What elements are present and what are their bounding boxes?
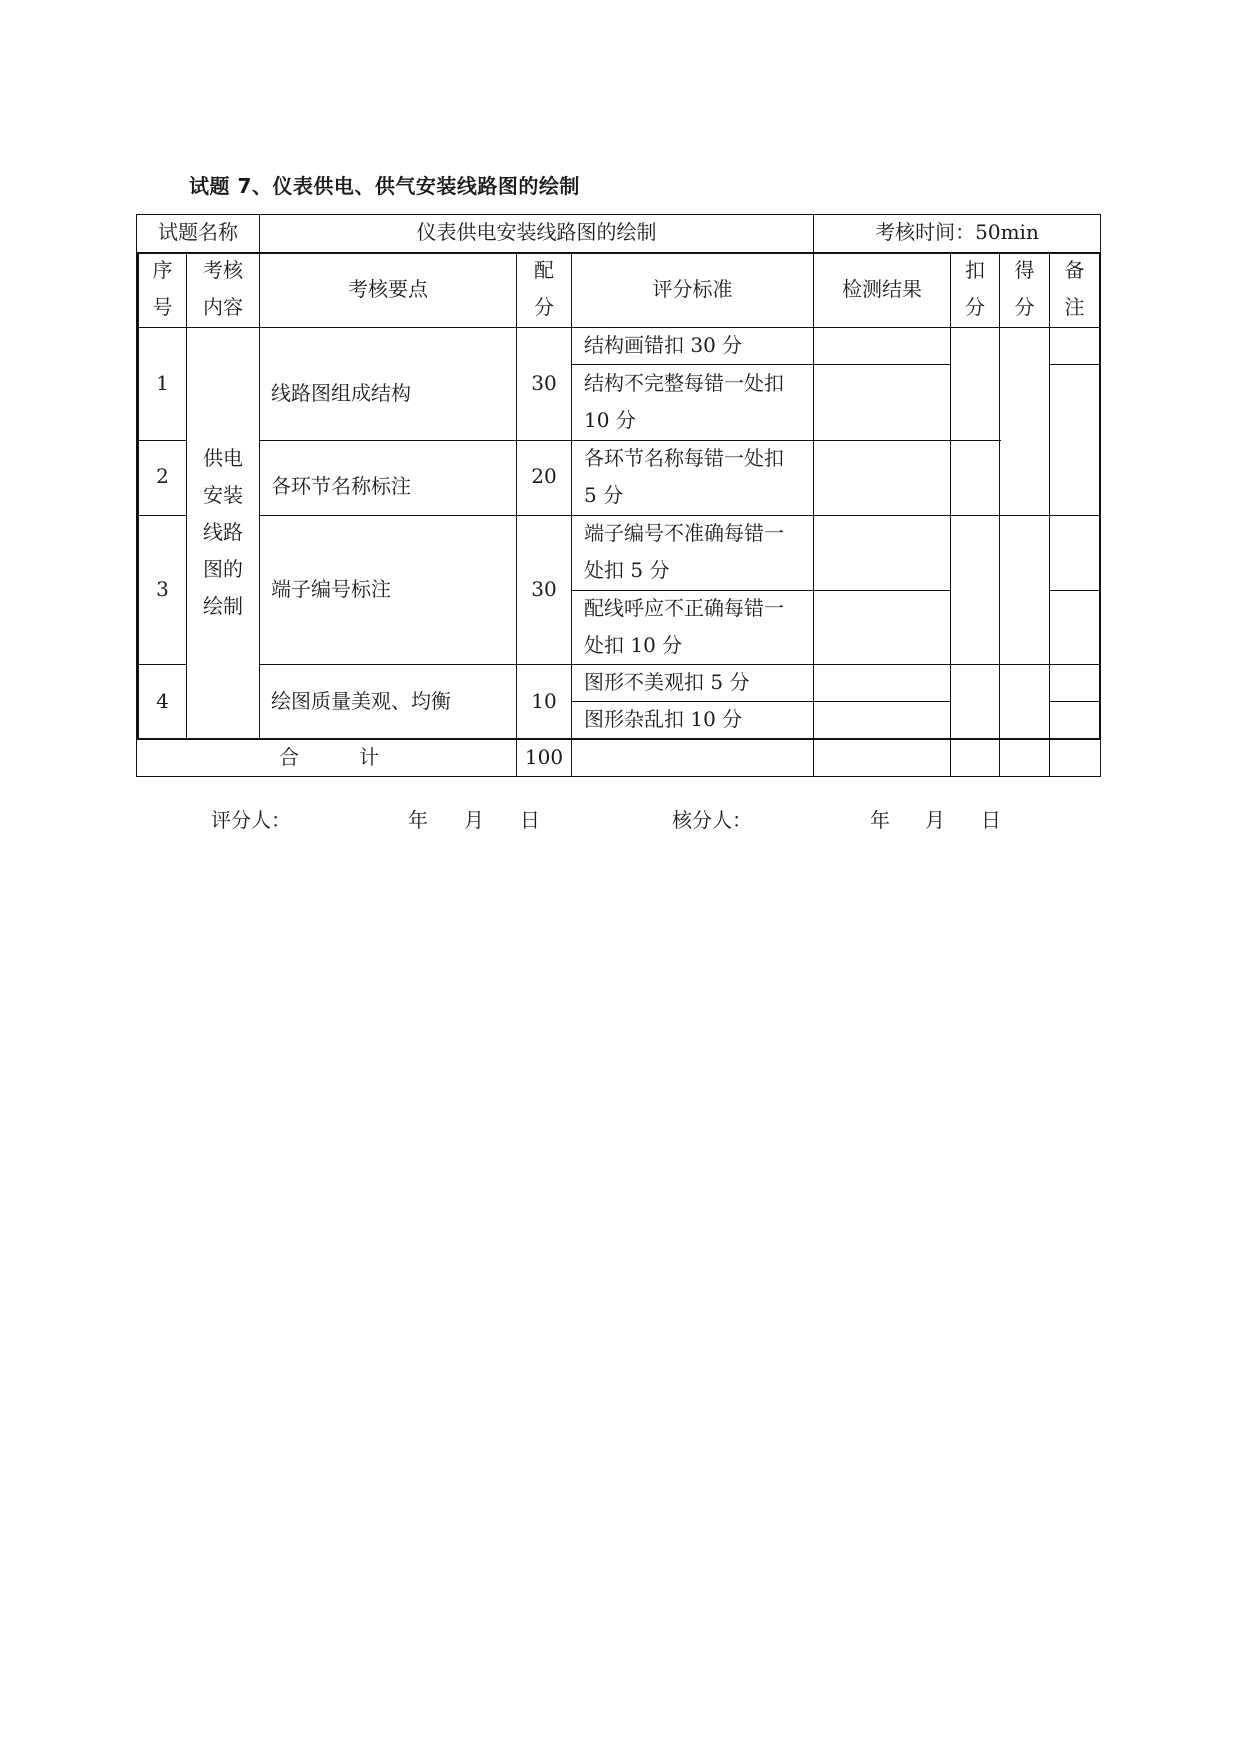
header-criteria: 评分标准 xyxy=(652,277,733,301)
table-row-line xyxy=(1050,590,1101,591)
checker-day: 日 xyxy=(981,808,1001,832)
content-merged-cell: 供电 安装 线路 图的 绘制 xyxy=(203,446,243,618)
table-row-line xyxy=(136,515,187,516)
grader-label: 评分人： xyxy=(211,808,291,832)
header-result: 检测结果 xyxy=(842,277,922,301)
row-score: 10 xyxy=(531,689,557,713)
row-criteria: 结构画错扣 30 分 xyxy=(584,333,743,357)
row-criteria: 端子编号不准确每错一 处扣 5 分 xyxy=(584,521,784,582)
grader-day: 日 xyxy=(520,808,540,832)
checker-label: 核分人： xyxy=(672,808,752,832)
row-point: 绘图质量美观、均衡 xyxy=(271,689,451,713)
header-content: 考核 内容 xyxy=(203,258,243,319)
header-points: 考核要点 xyxy=(348,277,428,301)
row-score: 20 xyxy=(531,464,557,488)
table-border-right-thick xyxy=(1099,252,1101,740)
table-col-line xyxy=(950,252,951,777)
table-row-line xyxy=(136,664,187,665)
row-criteria: 图形不美观扣 5 分 xyxy=(584,670,750,694)
table-row-line xyxy=(1050,701,1101,702)
row-score: 30 xyxy=(531,577,557,601)
exam-name-label: 试题名称 xyxy=(158,220,238,244)
exam-time-label: 考核时间：50min xyxy=(875,220,1039,244)
grader-month: 月 xyxy=(464,808,484,832)
header-deduct: 扣 分 xyxy=(965,258,985,319)
row-point: 端子编号标注 xyxy=(271,577,391,601)
grader-year: 年 xyxy=(408,808,428,832)
row-seq: 2 xyxy=(156,464,169,488)
table-col-line xyxy=(571,252,572,777)
header-seq: 序 号 xyxy=(152,258,173,319)
row-score: 30 xyxy=(531,371,557,395)
table-row-line xyxy=(136,440,187,441)
table-col-line xyxy=(1049,252,1050,777)
row-criteria: 配线呼应不正确每错一 处扣 10 分 xyxy=(584,596,784,657)
row-point: 线路图组成结构 xyxy=(271,381,411,405)
checker-year: 年 xyxy=(870,808,890,832)
header-got: 得 分 xyxy=(1014,258,1035,319)
total-score: 100 xyxy=(524,745,564,769)
checker-month: 月 xyxy=(925,808,945,832)
total-label: 合 计 xyxy=(279,745,379,769)
table-col-line xyxy=(999,252,1000,777)
row-criteria: 图形杂乱扣 10 分 xyxy=(584,707,743,731)
row-point: 各环节名称标注 xyxy=(271,474,411,498)
row-criteria: 结构不完整每错一处扣 10 分 xyxy=(584,371,784,432)
page-title: 试题 7、仪表供电、供气安装线路图的绘制 xyxy=(189,174,580,198)
table-border-bottom xyxy=(136,776,1101,777)
row-seq: 1 xyxy=(156,371,169,395)
row-criteria: 各环节名称每错一处扣 5 分 xyxy=(584,446,784,507)
header-remark: 备 注 xyxy=(1064,258,1085,319)
exam-name-value: 仪表供电安装线路图的绘制 xyxy=(416,220,657,244)
row-seq: 4 xyxy=(156,689,169,713)
header-score: 配 分 xyxy=(534,258,554,319)
table-row-line xyxy=(1050,364,1101,365)
row-seq: 3 xyxy=(156,577,169,601)
